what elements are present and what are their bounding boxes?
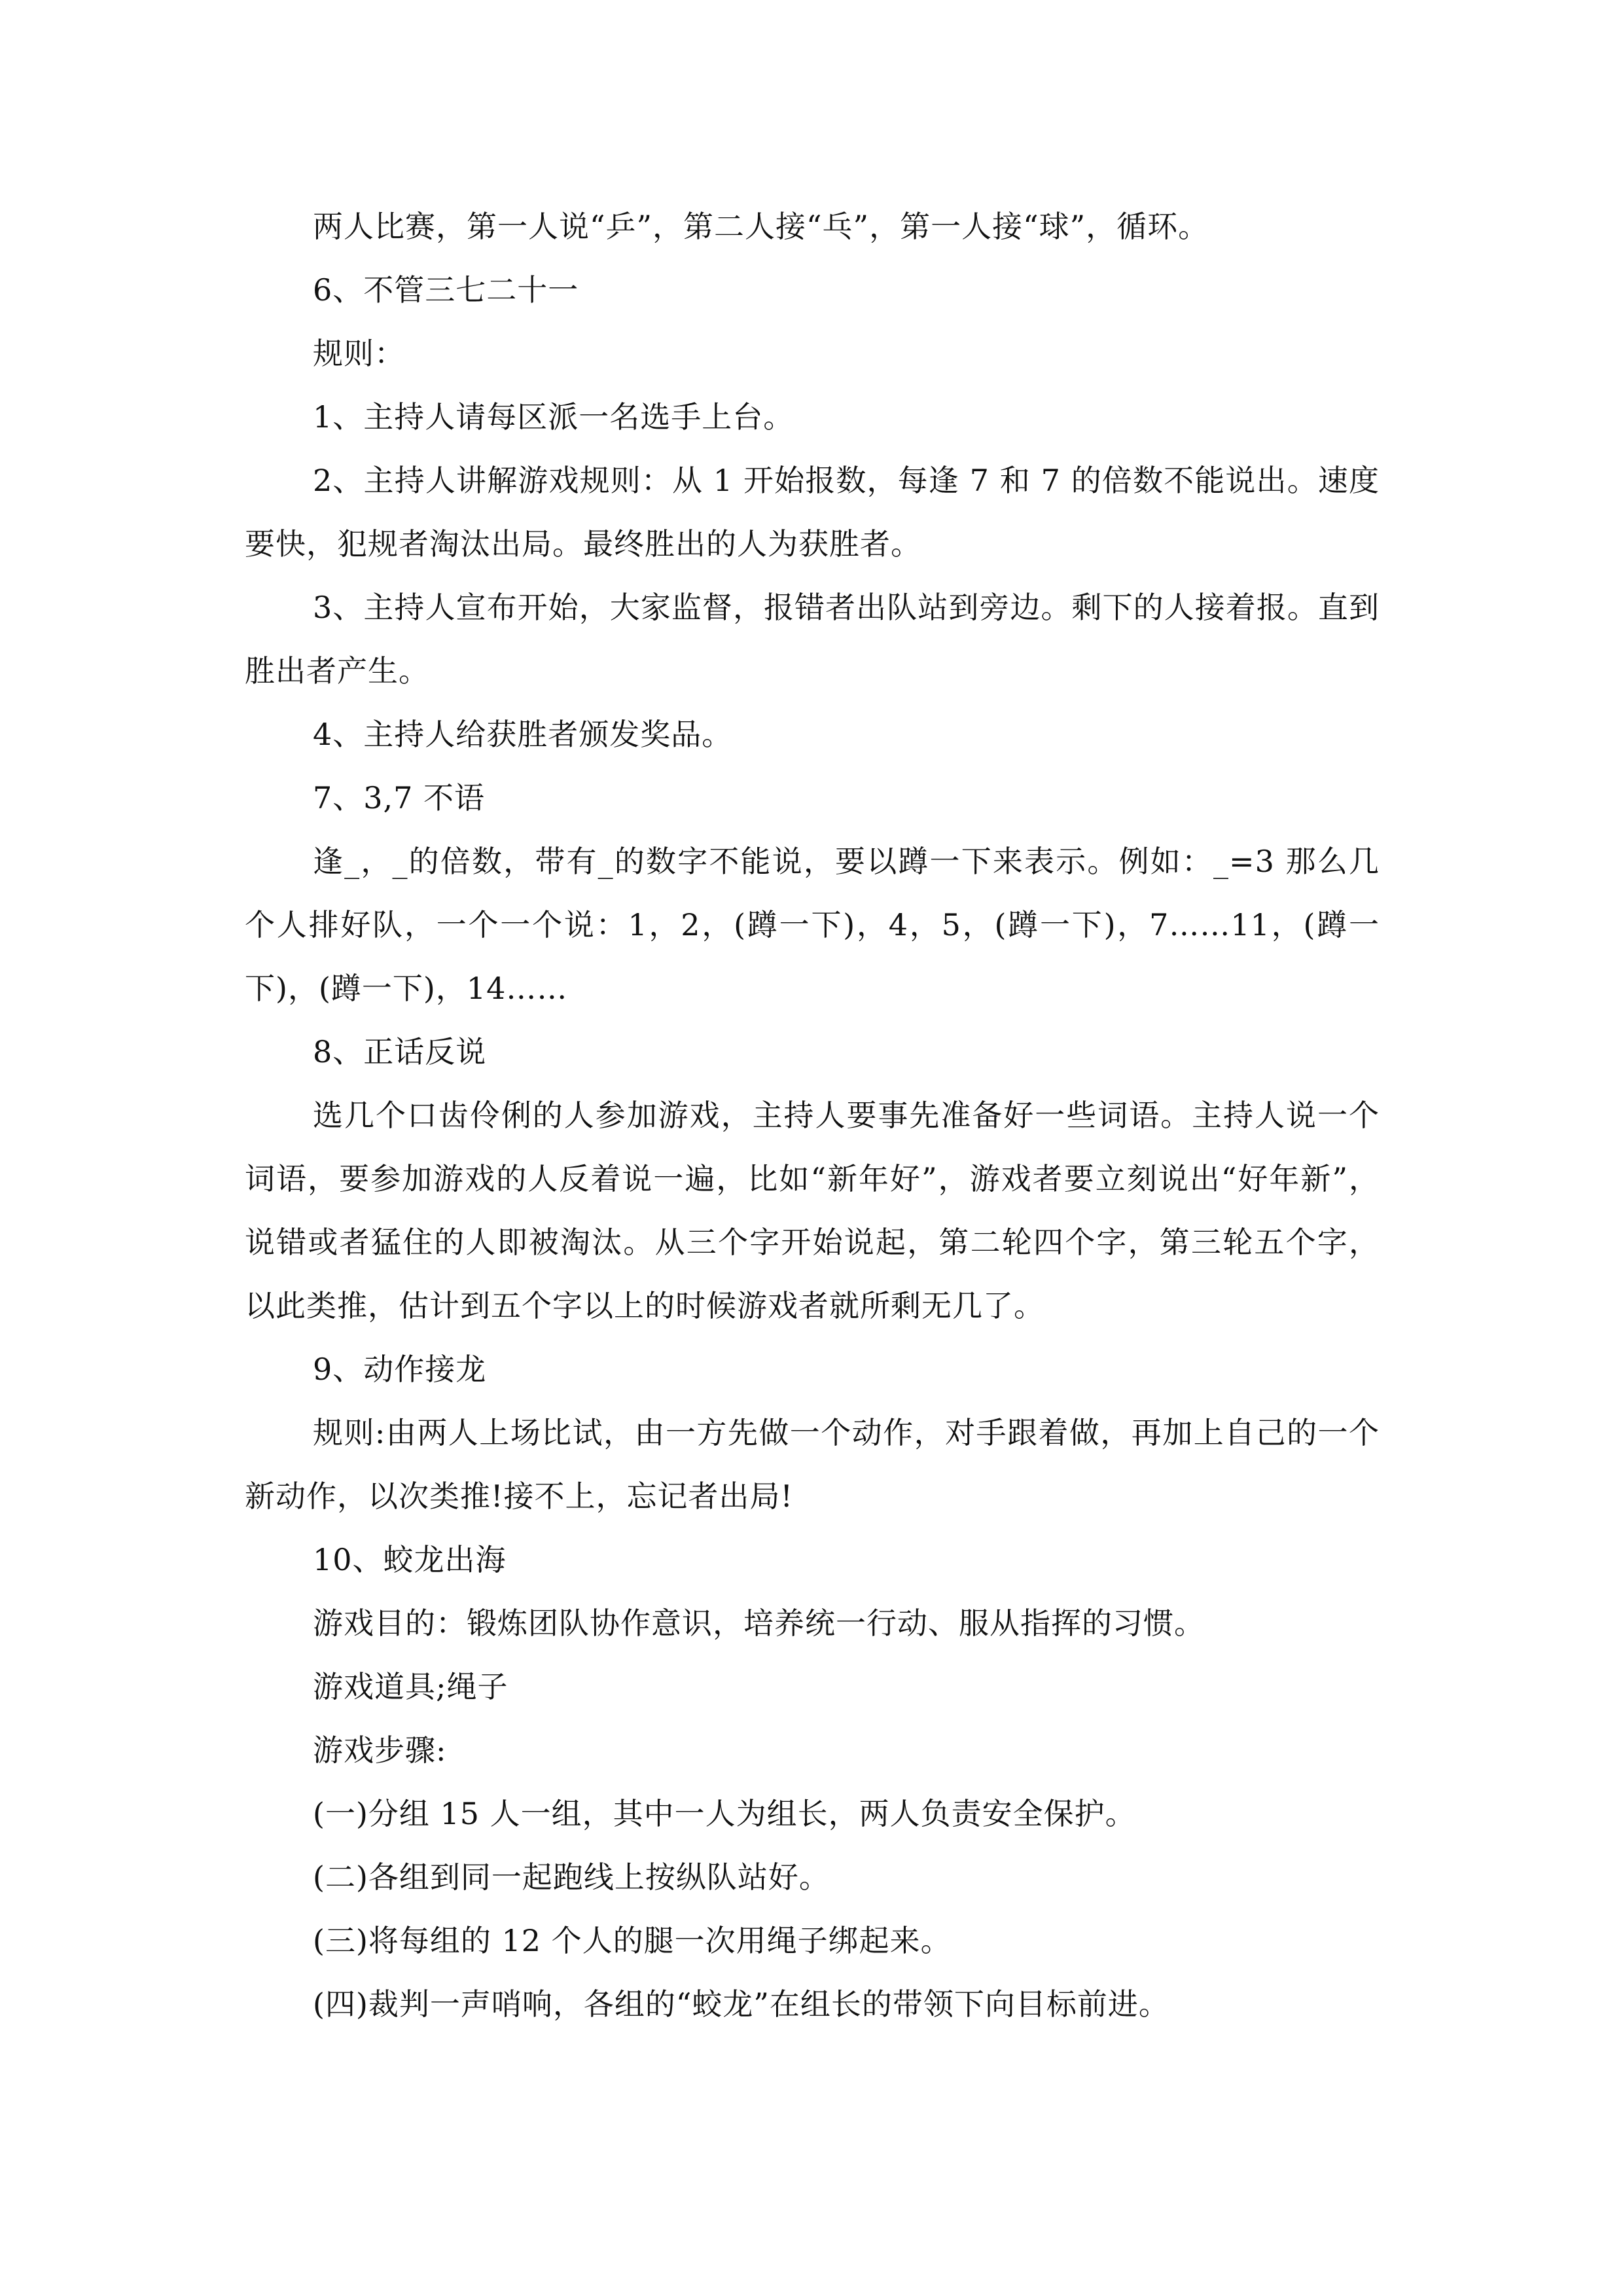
paragraph: 游戏目的：锻炼团队协作意识，培养统一行动、服从指挥的习惯。	[313, 1605, 1205, 1641]
paragraph: 3、主持人宣布开始，大家监督，报错者出队站到旁边。剩下的人接着报。直到胜出者产生。	[245, 590, 1380, 689]
section-heading: 10、蛟龙出海	[313, 1542, 507, 1577]
paragraph: 两人比赛，第一人说“乒”，第二人接“乓”，第一人接“球”，循环。	[313, 209, 1209, 244]
paragraph: 2、主持人讲解游戏规则：从 1 开始报数，每逢 7 和 7 的倍数不能说出。速度要快，犯规者淘汰出局。最终胜出的人为获胜者。	[245, 463, 1380, 562]
list-item: (一)分组 15 人一组，其中一人为组长，两人负责安全保护。	[313, 1796, 1136, 1831]
list-item: (三)将每组的 12 个人的腿一次用绳子绑起来。	[313, 1923, 952, 1958]
section-heading: 6、不管三七二十一	[313, 272, 579, 308]
section-heading: 8、正话反说	[313, 1034, 487, 1069]
paragraph: 1、主持人请每区派一名选手上台。	[313, 399, 794, 435]
document-body	[245, 195, 1380, 2036]
paragraph: 游戏步骤:	[313, 1732, 447, 1768]
section-heading: 7、3,7 不语	[313, 780, 486, 816]
paragraph: 规则:由两人上场比试，由一方先做一个动作，对手跟着做，再加上自己的一个新动作，以次类推!接不上，忘记者出局!	[245, 1415, 1380, 1514]
paragraph: 选几个口齿伶俐的人参加游戏，主持人要事先准备好一些词语。主持人说一个词语，要参加游戏的人反着说一遍，比如“新年好”，游戏者要立刻说出“好年新”，说错或者猛住的人即被淘汰。从三个字开始说起，第二轮四个字，第三轮五个字，以此类推，估计到五个字以上的时候游戏者就所剩无几了。	[245, 1098, 1380, 1323]
section-heading: 9、动作接龙	[313, 1352, 487, 1387]
paragraph: 游戏道具;绳子	[313, 1669, 508, 1704]
paragraph: 规则：	[313, 336, 405, 371]
paragraph: 逢_，_的倍数，带有_的数字不能说，要以蹲一下来表示。例如：_=3 那么几个人排好队，一个一个说：1，2，(蹲一下)，4，5，(蹲一下)，7……11，(蹲一下)，(蹲一下)，14……	[245, 844, 1380, 1006]
list-item: (二)各组到同一起跑线上按纵队站好。	[313, 1859, 830, 1895]
paragraph: 4、主持人给获胜者颁发奖品。	[313, 717, 733, 752]
list-item: (四)裁判一声哨响，各组的“蛟龙”在组长的带领下向目标前进。	[313, 1986, 1169, 2022]
